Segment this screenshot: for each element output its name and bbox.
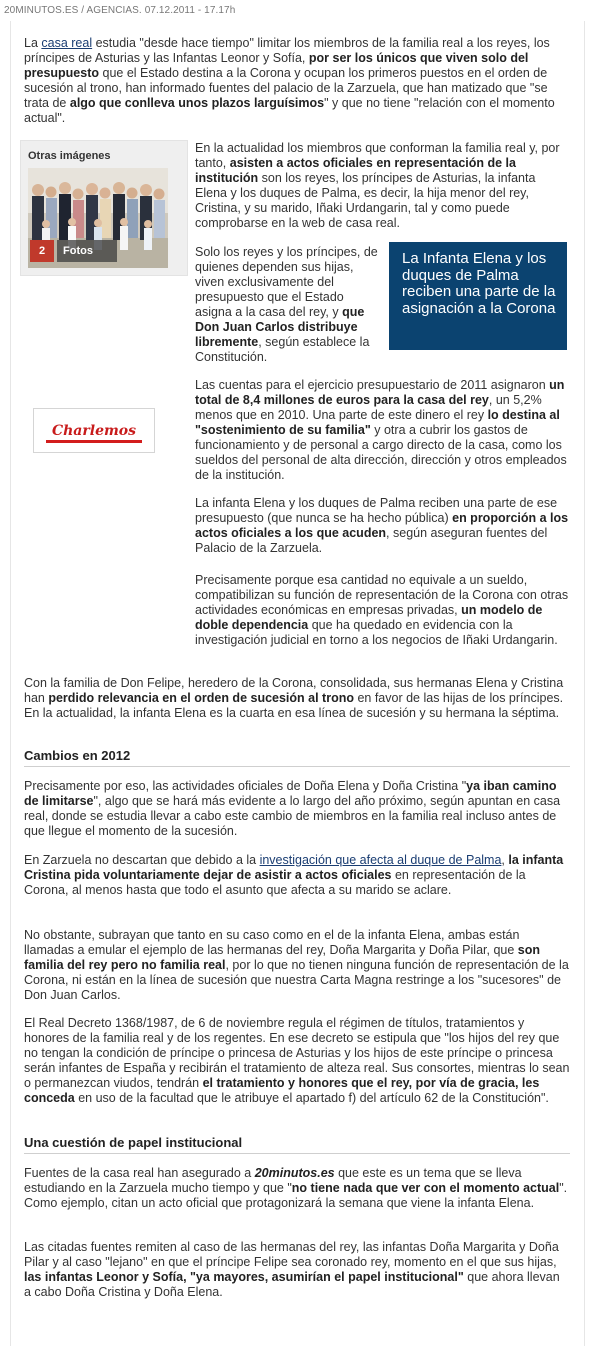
paragraph-10: No obstante, subrayan que tanto en su caso como en el de la infanta Elena, ambas están llamadas a emular el ejemplo de las hermanas del rey, Doña Margarita y Doña Pilar, que son familia del rey pero no familia real, por lo que no tienen ninguna función de representación de la Corona, ni están en la línea de sucesión que nuestra Carta Magna restringe a los "sucesores" de Don Juan Carlos. [24,928,569,1002]
paragraph-1: La casa real estudia "desde hace tiempo" limitar los miembros de la familia real a los reyes, los príncipes de Asturias y las Infantas Leonor y Sofía, por ser los únicos que viven solo del presupuesto que el Estado destina a la Corona y ocupan los primeros puestos en el orden de sucesión al trono, han informado fuentes del palacio de la Zarzuela, que han matizado que "se trata de algo que conlleva unos plazos larguísimos" y que no tiene "relación con el momento actual". [24,36,555,125]
casa-real-link[interactable]: casa real [41,36,93,50]
paragraph-11: El Real Decreto 1368/1987, de 6 de noviembre regula el régimen de títulos, tratamientos y honores de la familia real y de los regentes. En ese decreto se estipula que "los hijos del rey que no tengan la condición de príncipe o princesa de Asturias y los hijos de este príncipe o princesa serán infantes de España y recibirán el tratamiento de alteza real. Sus consortes, mientras lo sean o permanezcan viudos, tendrán el tratamiento y honores que el rey, por vía de gracia, les conceda en uso de la facultad que le atribuye el apartado f) del artículo 62 de la Constitución". [24,1016,570,1105]
paragraph-8: Precisamente por eso, las actividades oficiales de Doña Elena y Doña Cristina "ya iban camino de limitarse", algo que se hará más evidente a lo largo del año próximo, según apuntan en casa real, donde se estudia llevar a cabo este cambio de miembros en la familia real incluso antes de que llegue el momento de la sucesión. [24,779,561,838]
paragraph-5: La infanta Elena y los duques de Palma reciben una parte de ese presupuesto (que nunca se ha hecho pública) en proporción a los actos oficiales a los que acuden, según aseguran fuentes del Palacio de la Zarzuela. [195,496,569,555]
byline: 20MINUTOS.ES / AGENCIAS. 07.12.2011 - 17.17h [4,5,236,16]
paragraph-9: En Zarzuela no descartan que debido a la investigación que afecta al duque de Palma, la infanta Cristina pida voluntariamente dejar de asistir a actos oficiales en representación de la Corona, al menos hasta que todo el asunto que afecta a su marido se aclare. [24,853,564,897]
pull-quote: La Infanta Elena y los duques de Palma reciben una parte de la asignación a la Corona [389,242,567,350]
paragraph-6: Precisamente porque esa cantidad no equivale a un sueldo, compatibilizan su función de representación de la Corona con otras actividades económicas en empresas privadas, un modelo de doble dependencia que ha quedado en evidencia con la investigación judicial en torno a los negocios de Iñaki Urdangarin. [195,573,569,647]
charlemos-logo: Charlemos [46,419,142,443]
paragraph-13: Las citadas fuentes remiten al caso de las hermanas del rey, las infantas Doña Margarita y Doña Pilar y al caso "lejano" en que el príncipe Felipe sea coronado rey, momento en el que sus hijas, las infantas Leonor y Sofía, "ya mayores, asumirían el papel institucional" que ahora llevan a cabo Doña Cristina y Doña Elena. [24,1240,560,1299]
other-images-gallery[interactable] [20,140,188,276]
gallery-title: Otras imágenes [28,150,111,162]
photo-count-badge: 2 [30,240,54,262]
paragraph-7: Con la familia de Don Felipe, heredero de la Corona, consolidada, sus hermanas Elena y Cristina han perdido relevancia en el orden de sucesión al trono en favor de las hijas de los príncipes. En la actualidad, la infanta Elena es la cuarta en esa línea de sucesión y su hermana la séptima. [24,676,564,720]
investigacion-link[interactable]: investigación que afecta al duque de Palma [259,853,502,867]
photos-label[interactable]: Fotos [57,240,117,262]
paragraph-3: Solo los reyes y los príncipes, de quienes dependen sus hijas, viven exclusivamente del presupuesto que el Estado asigna a la casa del rey, y que Don Juan Carlos distribuye libremente, según establece la Constitución. [195,245,378,364]
paragraph-4: Las cuentas para el ejercicio presupuestario de 2011 asignaron un total de 8,4 millones de euros para la casa del rey, un 5,2% menos que en 2010. Una parte de este dinero el rey lo destina al "sostenimiento de su familia" y otra a cubrir los gastos de funcionamiento y de personal a cargo directo de la casa, como los sueldos del personal de alta dirección, dirección y otros empleados de la institución. [195,378,567,482]
section-heading-papel: Una cuestión de papel institucional [24,1135,570,1154]
paragraph-2: En la actualidad los miembros que conforman la familia real y, por tanto, asisten a actos oficiales en representación de la institución son los reyes, los príncipes de Asturias, la infanta Elena y los duques de Palma, es decir, la hija menor del rey, Cristina, y su marido, Iñaki Urdangarin, tal y como puede comprobarse en la web de casa real. [195,141,560,230]
section-heading-cambios: Cambios en 2012 [24,748,570,767]
charlemos-banner[interactable] [33,408,155,453]
paragraph-12: Fuentes de la casa real han asegurado a 20minutos.es que este es un tema que se lleva estudiando en la Zarzuela mucho tiempo y que "no tiene nada que ver con el momento actual". Como ejemplo, citan un acto oficial que protagonizará la semana que viene la infanta Elena. [24,1166,568,1210]
